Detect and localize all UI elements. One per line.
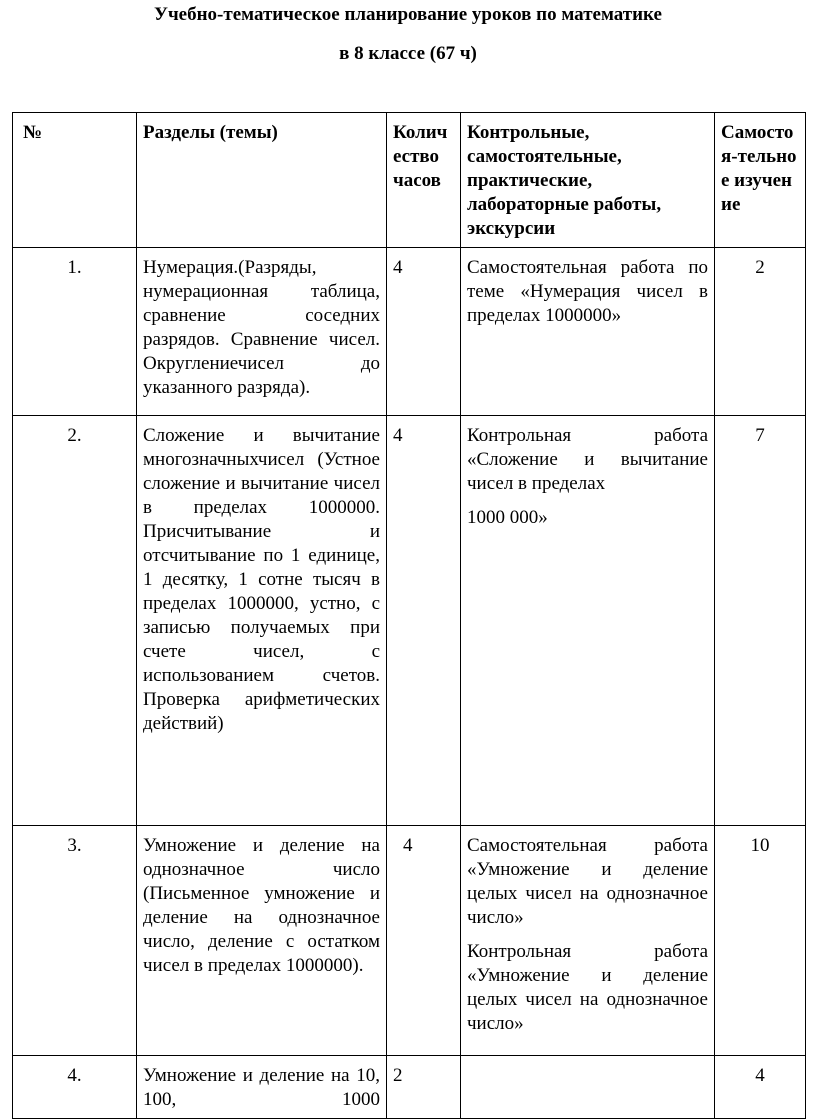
row-hours: 4 [387, 416, 461, 826]
row-number: 4. [13, 1056, 137, 1119]
row-number: 1. [13, 248, 137, 416]
header-topics: Разделы (темы) [137, 113, 387, 248]
work-item: 1000 000» [467, 507, 548, 528]
planning-table [12, 112, 806, 1119]
row-hours: 2 [387, 1056, 461, 1119]
header-works: Контрольные, самостоятельные, практические, лабораторные работы, экскурсии [461, 113, 715, 248]
row-works [461, 826, 715, 1056]
row-self-study: 4 [715, 1056, 806, 1119]
row-self-study: 10 [715, 826, 806, 1056]
table-header-row [13, 113, 806, 248]
row-topic: Сложение и вычитание многозначныхчисел (Устное сложение и вычитание чисел в пределах 1000000. Присчитывание и отсчитывание по 1 единице, 1 десятку, 1 сотне тысяч в пределах 1000000, устно, с записью получаемых при счете чисел, с использованием счетов. Проверка арифметических действий) [137, 416, 387, 826]
row-works [461, 416, 715, 826]
table-row [13, 826, 806, 1056]
header-self-study: Самостоя-тельное изучение [715, 113, 806, 248]
row-self-study: 7 [715, 416, 806, 826]
work-item: Контрольная работа «Сложение и вычитание чисел в пределах [467, 425, 708, 494]
work-item: Контрольная работа «Умножение и деление целых чисел на однозначное число» [467, 941, 708, 1034]
table-row [13, 416, 806, 826]
header-number: № [13, 113, 137, 248]
row-self-study: 2 [715, 248, 806, 416]
document-subtitle: в 8 классе (67 ч) [339, 43, 477, 64]
work-item: Самостоятельная работа «Умножение и деление целых чисел на однозначное число» [467, 835, 708, 928]
row-hours: 4 [387, 248, 461, 416]
row-hours: 4 [387, 826, 461, 1056]
row-topic: Умножение и деление на однозначное число (Письменное умножение и деление на однозначное число, деление с остатком чисел в пределах 1000000). [137, 826, 387, 1056]
row-topic: Нумерация.(Разряды, нумерационная таблица, сравнение соседних разрядов. Сравнение чисел. Округлениечисел до указанного разряда). [137, 248, 387, 416]
work-item: Самостоятельная работа по теме «Нумерация чисел в пределах 1000000» [467, 257, 708, 326]
header-hours: Количество часов [387, 113, 461, 248]
row-works [461, 1056, 715, 1119]
row-works [461, 248, 715, 416]
document-title: Учебно-тематическое планирование уроков по математике [154, 4, 662, 25]
table-row [13, 248, 806, 416]
row-topic: Умножение и деление на 10, 100, 1000 [137, 1056, 387, 1119]
row-number: 3. [13, 826, 137, 1056]
row-number: 2. [13, 416, 137, 826]
table-row [13, 1056, 806, 1119]
